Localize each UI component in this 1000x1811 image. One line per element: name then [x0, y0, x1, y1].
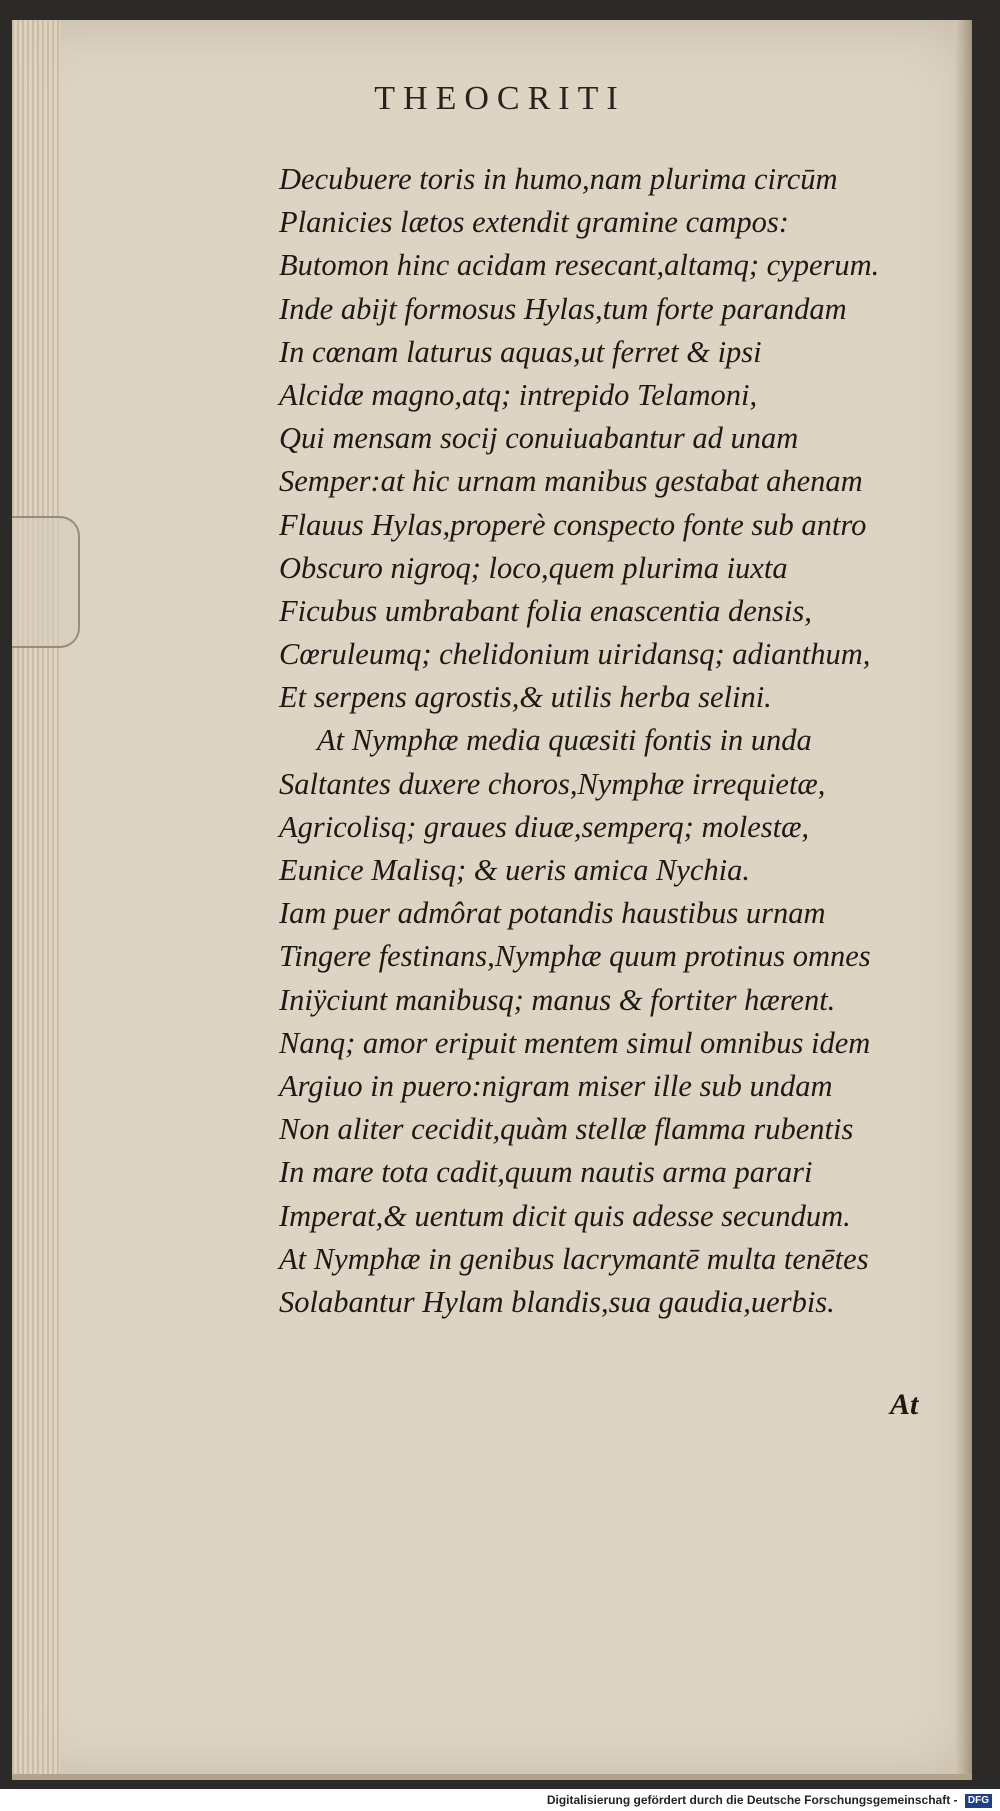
verse-line: Cœruleumq; chelidonium uiridansq; adianthum, [279, 637, 871, 672]
digitization-credit: Digitalisierung gefördert durch die Deutsche Forschungsgemeinschaft - [546, 1793, 958, 1807]
verse-line: Alcidæ magno,atq; intrepido Telamoni, [279, 377, 758, 412]
verse-line: Qui mensam socij conuiuabantur ad unam [279, 421, 799, 456]
verse-line: Solabantur Hylam blandis,sua gaudia,uerbis. [279, 1284, 835, 1319]
verse-line: At Nymphæ media quæsiti fontis in unda [317, 723, 812, 758]
bottom-page-edge [12, 1774, 972, 1780]
verse-line: Non aliter cecidit,quàm stellæ flamma rubentis [279, 1112, 854, 1147]
verse-block [279, 158, 939, 1324]
verse-line: At Nymphæ in genibus lacrymantē multa tenētes [279, 1241, 869, 1276]
verse-line: Et serpens agrostis,& utilis herba selini. [279, 680, 772, 715]
running-head: THEOCRITI [374, 80, 626, 117]
verse-line: Inde abijt formosus Hylas,tum forte parandam [279, 291, 847, 326]
page-edges [12, 20, 60, 1780]
verse-line: Butomon hinc acidam resecant,altamq; cyperum. [279, 248, 880, 283]
verse-line: Obscuro nigroq; loco,quem plurima iuxta [279, 550, 788, 585]
digitization-credit-bar [0, 1789, 1000, 1811]
binding-clasp [12, 516, 80, 648]
verse-line: Eunice Malisq; & ueris amica Nychia. [279, 853, 750, 887]
verse-line: Tingere festinans,Nymphæ quum protinus omnes [279, 939, 871, 974]
verse-line: Nanq; amor eripuit mentem simul omnibus idem [279, 1025, 871, 1060]
verse-line: In mare tota cadit,quum nautis arma parari [279, 1155, 813, 1190]
right-binding-edge [954, 20, 972, 1780]
verse-line: Semper:at hic urnam manibus gestabat ahenam [279, 464, 863, 499]
verse-line: Agricolisq; graues diuæ,semperq; molestæ, [279, 809, 810, 844]
dfg-logo[interactable]: DFG [965, 1794, 992, 1808]
catchword: At [890, 1388, 919, 1421]
verse-line: Decubuere toris in humo,nam plurima circūm [279, 162, 838, 196]
verse-line: Argiuo in puero:nigram miser ille sub undam [279, 1068, 833, 1103]
verse-line: Iniÿciunt manibusq; manus & fortiter hærent. [279, 982, 836, 1017]
verse-line: Ficubus umbrabant folia enascentia densis, [279, 593, 812, 628]
verse-line: Planicies lætos extendit gramine campos: [279, 205, 789, 240]
verse-line: Flauus Hylas,properè conspecto fonte sub antro [279, 507, 867, 542]
verse-line: In cœnam laturus aquas,ut ferret & ipsi [279, 334, 762, 369]
verse-line: Iam puer admôrat potandis haustibus urnam [279, 896, 826, 931]
verse-line: Saltantes duxere choros,Nymphæ irrequietæ, [279, 766, 826, 801]
verse-line: Imperat,& uentum dicit quis adesse secundum. [279, 1198, 851, 1233]
